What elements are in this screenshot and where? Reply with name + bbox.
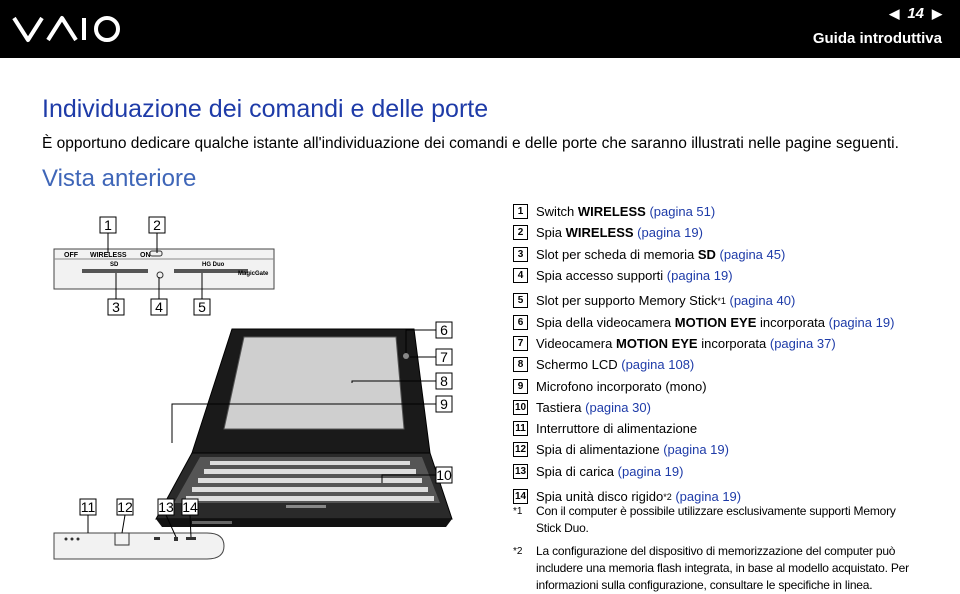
item-text: Spia unità disco rigido (536, 489, 664, 504)
page-link[interactable]: (pagina 19) (663, 442, 729, 458)
item-text-tail: incorporata (756, 314, 829, 330)
item-text: Slot per scheda di memoria (536, 246, 698, 262)
callout-14: 14 (182, 499, 198, 515)
item-number-box: 7 (513, 336, 528, 351)
callout-11: 11 (80, 499, 96, 515)
page-number-nav (889, 5, 942, 22)
item-footnote-ref: *1 (717, 295, 726, 306)
item-text: Spia accesso supporti (536, 268, 667, 284)
callout-4: 4 (155, 299, 163, 315)
callout-10: 10 (436, 467, 452, 483)
section-title: Guida introduttiva (812, 30, 942, 47)
item-number-box: 3 (513, 247, 528, 262)
item-number-box: 10 (514, 401, 527, 413)
item-number-box: 9 (513, 379, 528, 394)
components-list (513, 201, 953, 507)
item-text: Microfono incorporato (mono) (536, 378, 707, 394)
page-link[interactable]: (pagina 19) (637, 225, 703, 241)
item-text: Spia della videocamera (536, 314, 675, 330)
page-link[interactable]: (pagina 37) (769, 335, 836, 351)
item-bold-text: SD (697, 246, 716, 262)
page-link[interactable]: (pagina 19) (675, 489, 742, 504)
item-bold-text: WIRELESS (565, 225, 634, 241)
page-link[interactable]: (pagina 51) (649, 204, 716, 220)
item-text: Spia (536, 225, 566, 241)
list-item (513, 290, 953, 311)
item-bold-text: MOTION EYE (674, 314, 757, 330)
item-text: Spia di carica (536, 463, 618, 479)
page-link[interactable]: (pagina 45) (719, 246, 786, 262)
item-number-box: 6 (513, 315, 528, 330)
item-number-box: 13 (514, 465, 527, 477)
next-page-icon[interactable]: ▶ (932, 5, 942, 21)
callout-6: 6 (440, 322, 448, 338)
footnote-1-text: Con il computer è possibile utilizzare esclusivamente supporti Memory Stick Duo. (536, 504, 896, 535)
callout-13: 13 (158, 499, 174, 515)
list-item (513, 461, 953, 482)
list-item (513, 265, 953, 286)
item-text: Slot per supporto Memory Stick (536, 293, 718, 309)
item-number-box: 4 (513, 268, 528, 283)
callout-9: 9 (440, 396, 448, 412)
footnote-2-text: La configurazione del dispositivo di memorizzazione del computer può includere una memoria flash integrata, in base al modello acquistato. Per informazioni sulla configurazione, consultare le specifiche in linea. (536, 544, 909, 592)
laptop-body (156, 329, 452, 527)
prev-page-icon[interactable]: ◀ (889, 5, 900, 21)
list-item (513, 354, 953, 375)
callout-12: 12 (117, 499, 133, 515)
item-number-box: 8 (513, 357, 528, 372)
page-number: 14 (907, 5, 924, 22)
hgduo-label: HG Duo (202, 262, 225, 268)
callout-7: 7 (440, 349, 448, 365)
item-text: Schermo LCD (536, 357, 622, 373)
item-text: Tastiera (536, 399, 586, 415)
item-text: Videocamera (536, 335, 616, 351)
sd-label: SD (110, 262, 119, 268)
page-title: Individuazione dei comandi e delle porte (42, 95, 489, 123)
item-text-tail: incorporata (697, 335, 770, 351)
list-item (513, 311, 953, 332)
page-header (0, 0, 960, 58)
page-link[interactable]: (pagina 19) (666, 268, 733, 284)
list-item (513, 439, 953, 460)
item-number-box: 2 (513, 225, 528, 240)
item-number-box: 12 (514, 444, 527, 456)
item-footnote-ref: *2 (663, 491, 672, 502)
item-text: Switch (536, 204, 578, 220)
item-text: Interruttore di alimentazione (536, 421, 698, 437)
list-item (513, 244, 953, 265)
item-number-box: 14 (514, 491, 527, 502)
subtitle: Vista anteriore (42, 165, 197, 192)
list-item (513, 222, 953, 243)
page-link[interactable]: (pagina 108) (621, 357, 695, 373)
item-bold-text: WIRELESS (577, 204, 646, 220)
intro-text: È opportuno dedicare qualche istante all'individuazione dei comandi e delle porte che saranno illustrati nelle pagine seguenti. (42, 135, 899, 152)
vaio-logo (10, 8, 130, 50)
detail-top-panel (54, 249, 274, 289)
callout-5: 5 (198, 299, 206, 315)
detail-bottom-panel (54, 533, 224, 559)
off-label: OFF (64, 252, 78, 259)
item-number-box: 1 (513, 204, 528, 219)
page-link[interactable]: (pagina 30) (585, 399, 651, 415)
item-number-box: 11 (513, 421, 528, 436)
page-link[interactable]: (pagina 19) (828, 314, 895, 330)
list-item (513, 201, 953, 222)
list-item (513, 333, 953, 354)
page-link[interactable]: (pagina 40) (729, 293, 796, 309)
list-item (513, 397, 953, 418)
on-label: ON (140, 252, 151, 259)
list-item (513, 375, 953, 396)
page-link[interactable]: (pagina 19) (617, 463, 684, 479)
item-number-box: 5 (513, 293, 528, 308)
item-bold-text: MOTION EYE (615, 335, 698, 351)
callout-1: 1 (104, 217, 112, 233)
callout-3: 3 (112, 299, 120, 315)
callout-8: 8 (440, 373, 448, 389)
callout-2: 2 (153, 217, 161, 233)
item-text: Spia di alimentazione (536, 442, 664, 458)
wireless-label: WIRELESS (90, 252, 127, 259)
laptop-front-view-figure (42, 203, 460, 583)
magicgate-label: MagicGate (238, 271, 269, 277)
list-item (513, 418, 953, 439)
